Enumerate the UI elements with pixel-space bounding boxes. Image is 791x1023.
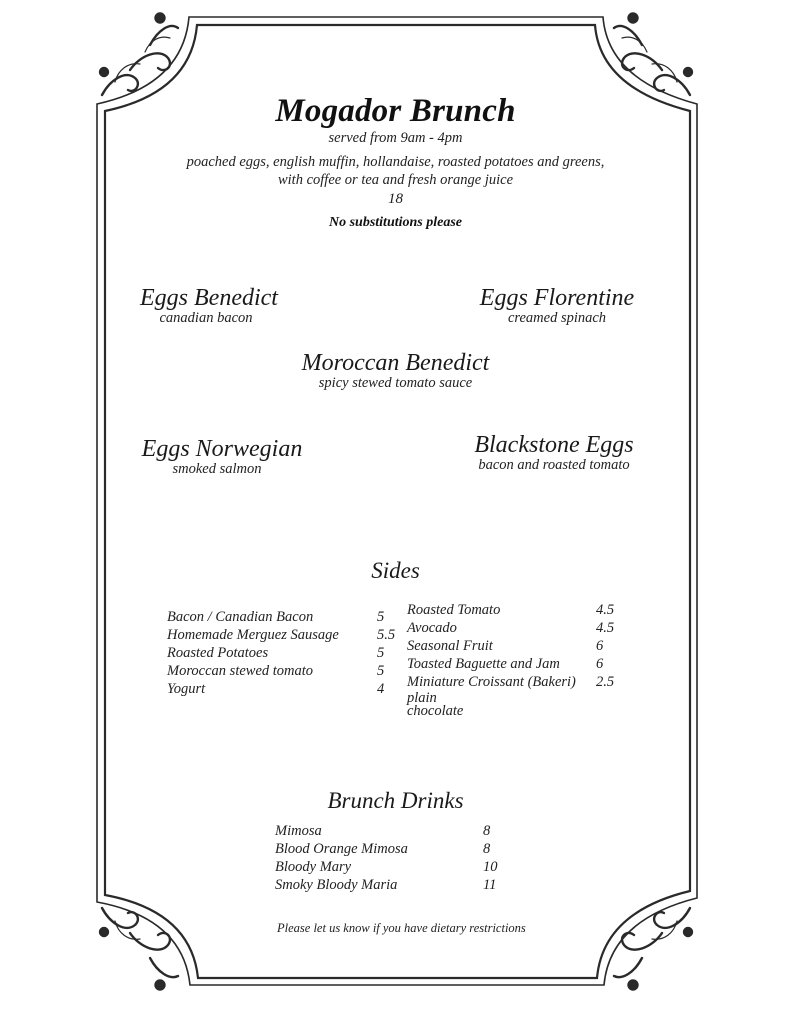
- side-price: 5.5: [377, 627, 396, 643]
- side-price: 2.5: [596, 674, 615, 690]
- substitution-notice: No substitutions please: [328, 215, 463, 230]
- dish-name: Blackstone Eggs: [474, 432, 634, 458]
- drink-name: Bloody Mary: [275, 859, 352, 875]
- dish-name: Moroccan Benedict: [301, 350, 490, 376]
- drink-price: 8: [483, 823, 491, 839]
- dish-description: canadian bacon: [159, 310, 253, 326]
- flourish-top-right-icon: [614, 14, 692, 96]
- sides-heading: Sides: [371, 558, 420, 583]
- dish-description: creamed spinach: [507, 310, 607, 326]
- flourish-bottom-right-icon: [614, 908, 692, 990]
- side-name: Roasted Potatoes: [167, 645, 269, 661]
- side-name: Miniature Croissant (Bakeri): [407, 674, 576, 690]
- dish-name: Eggs Benedict: [140, 285, 278, 311]
- side-price: 4.5: [596, 602, 615, 618]
- drink-price: 10: [483, 859, 498, 875]
- side-name: Toasted Baguette and Jam: [407, 656, 560, 672]
- side-price: 6: [596, 656, 604, 672]
- drink-name: Blood Orange Mimosa: [275, 841, 408, 857]
- brunch-description-line-2: with coffee or tea and fresh orange juice: [277, 172, 514, 188]
- drink-name: Smoky Bloody Maria: [275, 877, 398, 893]
- dish-description: spicy stewed tomato sauce: [318, 375, 473, 391]
- side-price: 5: [377, 663, 385, 679]
- dish-eggs-benedict: [134, 285, 284, 327]
- side-name: Bacon / Canadian Bacon: [167, 609, 314, 625]
- drink-name: Mimosa: [275, 823, 322, 839]
- croissant-option-chocolate: chocolate: [407, 703, 464, 719]
- side-price: 5: [377, 645, 385, 661]
- side-name: Avocado: [407, 620, 457, 636]
- drink-price: 8: [483, 841, 491, 857]
- side-name: Roasted Tomato: [407, 602, 501, 618]
- side-name: Moroccan stewed tomato: [167, 663, 314, 679]
- side-name: Homemade Merguez Sausage: [167, 627, 339, 643]
- side-price: 4.5: [596, 620, 615, 636]
- dish-moroccan-benedict: [0, 350, 791, 392]
- side-price: 4: [377, 681, 385, 697]
- dietary-note: Please let us know if you have dietary restrictions: [277, 921, 526, 935]
- dish-eggs-florentine: [472, 285, 642, 327]
- side-name: Seasonal Fruit: [407, 638, 493, 654]
- flourish-top-left-icon: [100, 14, 178, 96]
- brunch-price: 18: [388, 191, 403, 207]
- side-price: 6: [596, 638, 604, 654]
- dish-description: smoked salmon: [172, 461, 262, 477]
- service-hours: served from 9am - 4pm: [328, 130, 463, 146]
- drinks-heading: Brunch Drinks: [327, 788, 464, 813]
- croissant-option-plain: plain: [407, 690, 437, 706]
- drink-price: 11: [483, 877, 497, 893]
- dish-eggs-norwegian: [134, 436, 310, 478]
- menu-title: Mogador Brunch: [275, 93, 516, 129]
- dish-description: bacon and roasted tomato: [478, 457, 630, 473]
- side-price: 5: [377, 609, 385, 625]
- side-name: Yogurt: [167, 681, 206, 697]
- brunch-description-line-1: poached eggs, english muffin, hollandaise, roasted potatoes and greens,: [186, 154, 605, 170]
- dish-name: Eggs Florentine: [479, 285, 635, 311]
- flourish-bottom-left-icon: [100, 908, 178, 990]
- dish-name: Eggs Norwegian: [141, 436, 303, 462]
- dish-blackstone-eggs: [464, 432, 644, 474]
